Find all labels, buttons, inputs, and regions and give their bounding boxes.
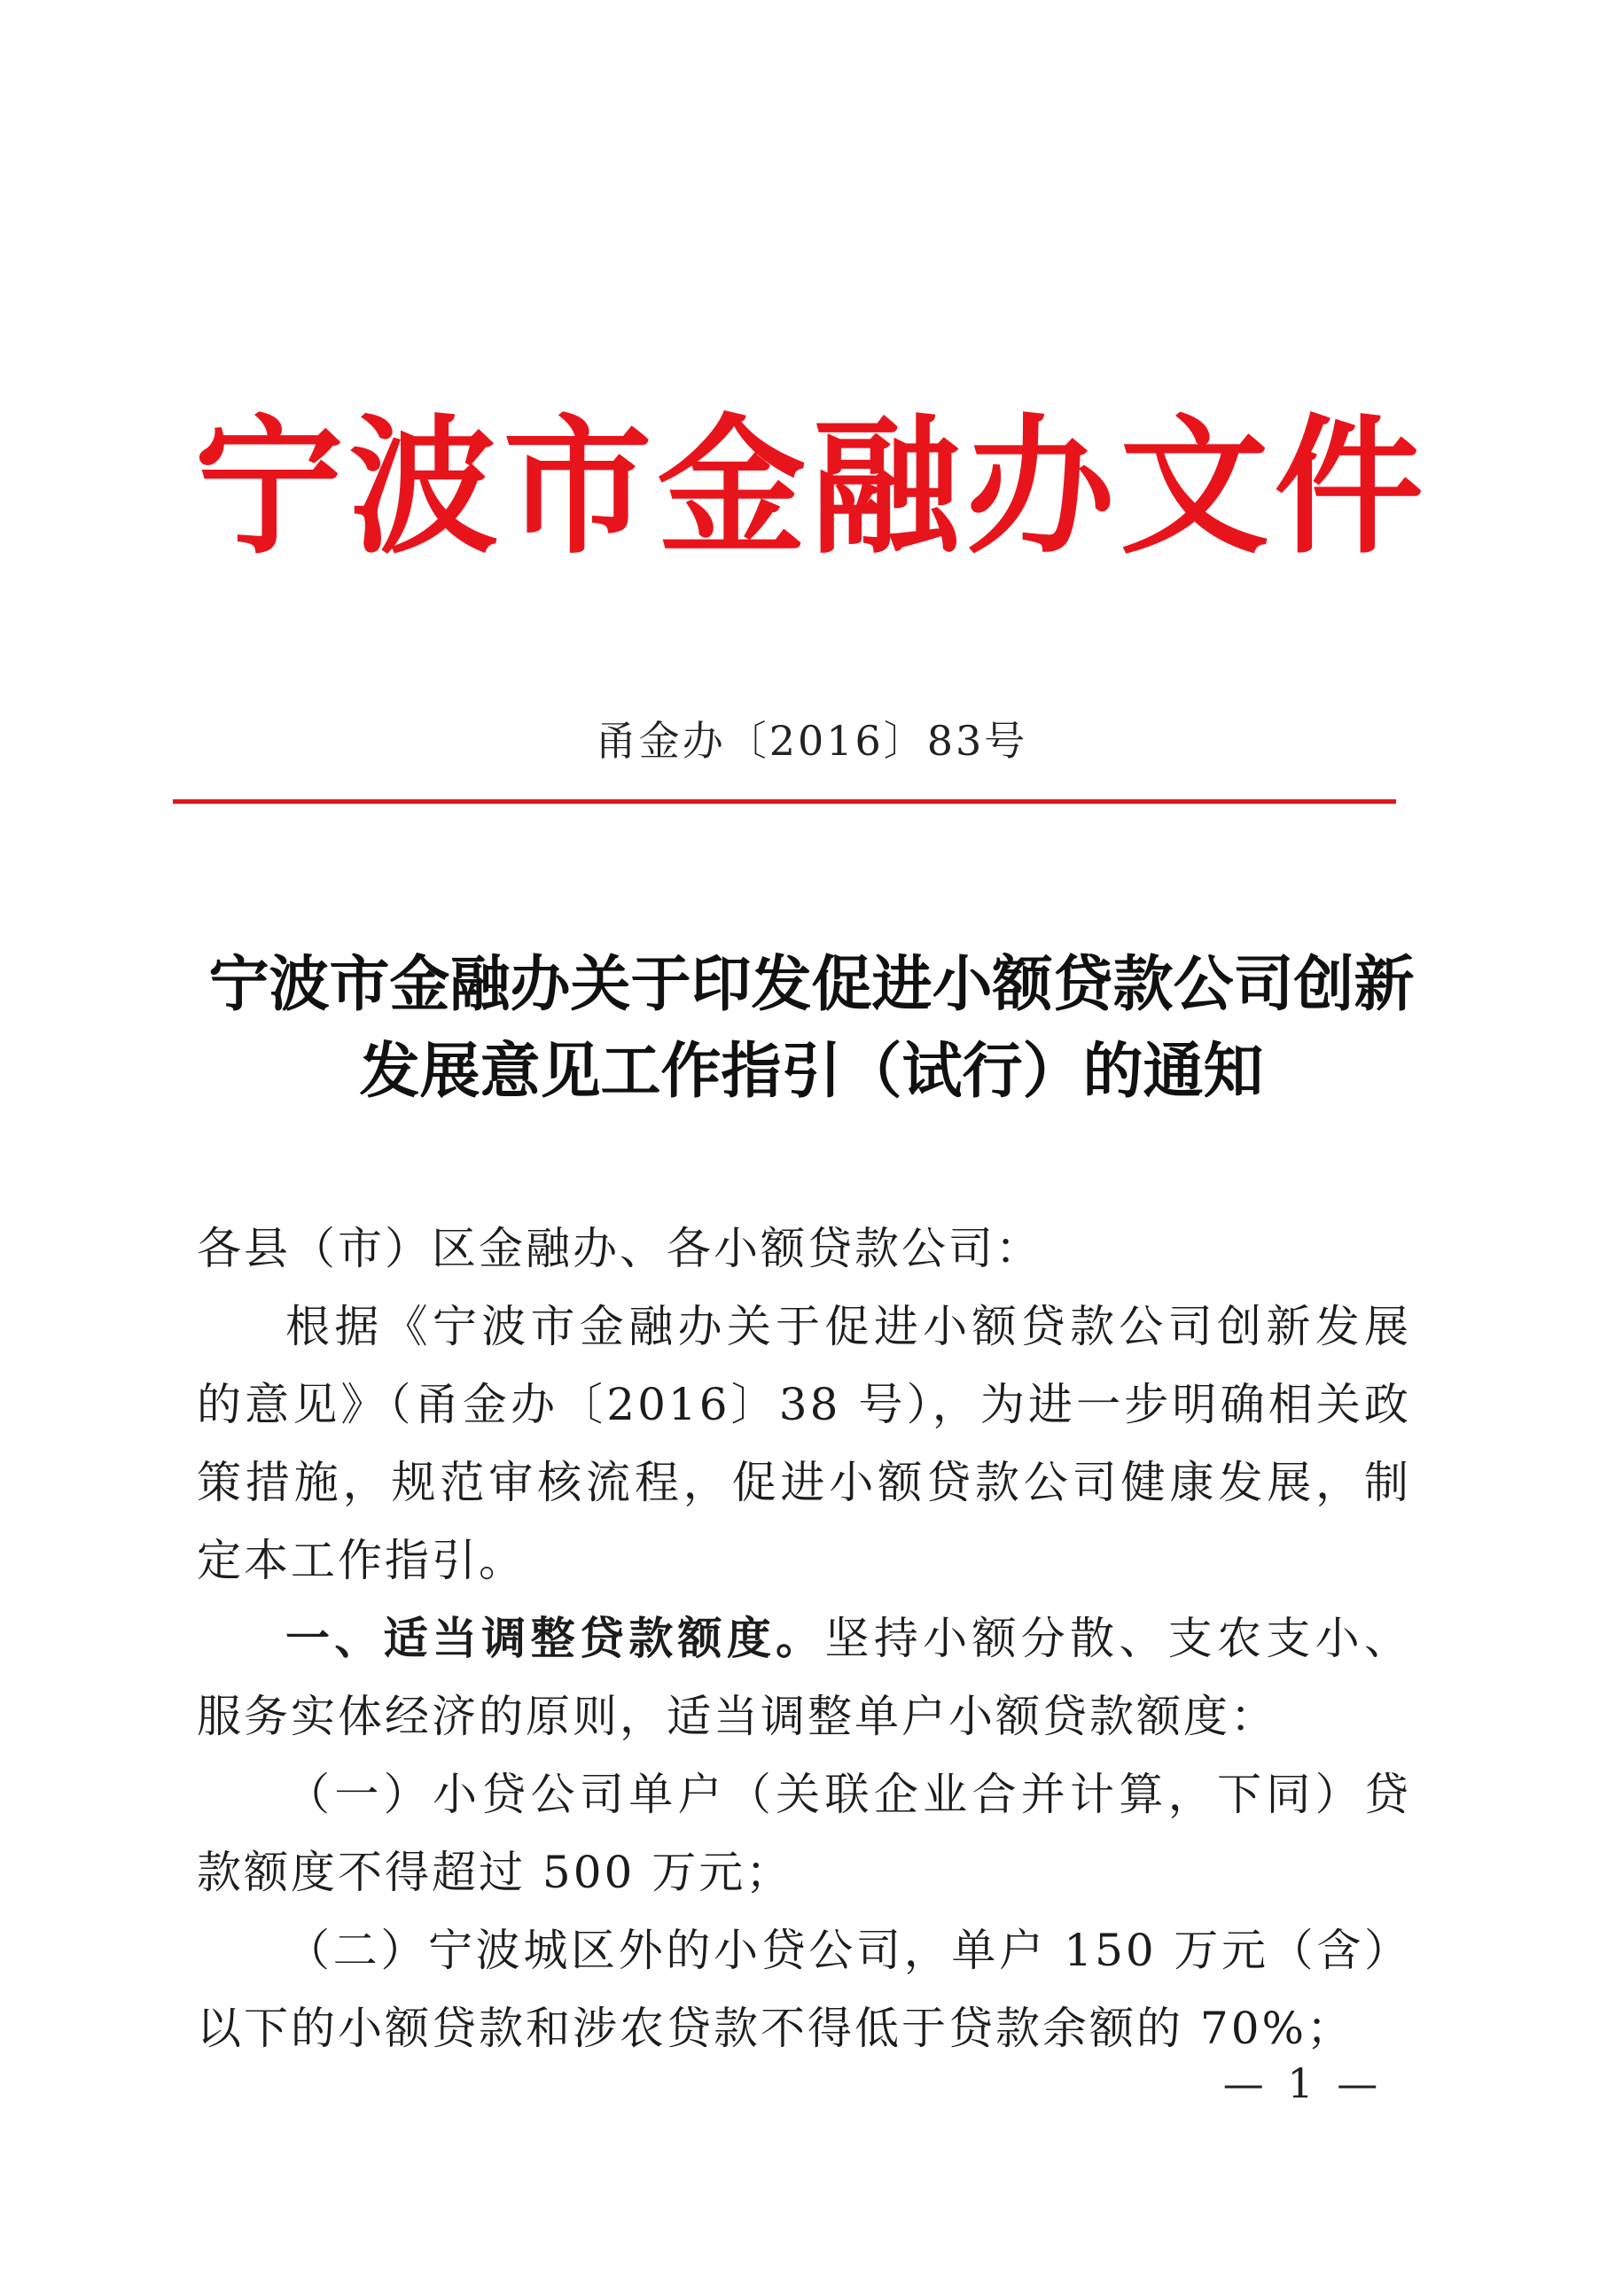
section-1-text: 坚持小额分散、支农支小、服务实体经济的原则，适当调整单户小额贷款额度： [197,1613,1411,1742]
notice-body [197,1210,1411,2067]
item-2-paragraph: （二）宁波城区外的小贷公司，单户 150 万元（含）以下的小额贷款和涉农贷款不得低于贷款余额的 70%； [197,1925,1411,2054]
notice-title-line-2: 发展意见工作指引（试行）的通知 [359,1036,1264,1107]
red-separator-line [173,799,1396,804]
notice-title [0,941,1623,1115]
section-1-paragraph [197,1599,1411,1755]
section-1-heading: 一、适当调整贷款额度。 [285,1613,825,1664]
page-number: — 1 — [1222,2059,1384,2107]
masthead-title: 宁波市金融办文件 [194,399,1429,574]
notice-title-line-1: 宁波市金融办关于印发促进小额贷款公司创新 [208,949,1415,1020]
salutation: 各县（市）区金融办、各小额贷款公司： [197,1223,1042,1274]
document-number: 甬金办〔2016〕83号 [595,717,1028,765]
item-1-paragraph: （一）小贷公司单户（关联企业合并计算，下同）贷款额度不得超过 500 万元； [197,1769,1411,1898]
intro-paragraph: 根据《宁波市金融办关于促进小额贷款公司创新发展的意见》（甬金办〔2016〕38 号），为进一步明确相关政策措施，规范审核流程，促进小额贷款公司健康发展，制定本工作指引。 [197,1301,1411,1586]
